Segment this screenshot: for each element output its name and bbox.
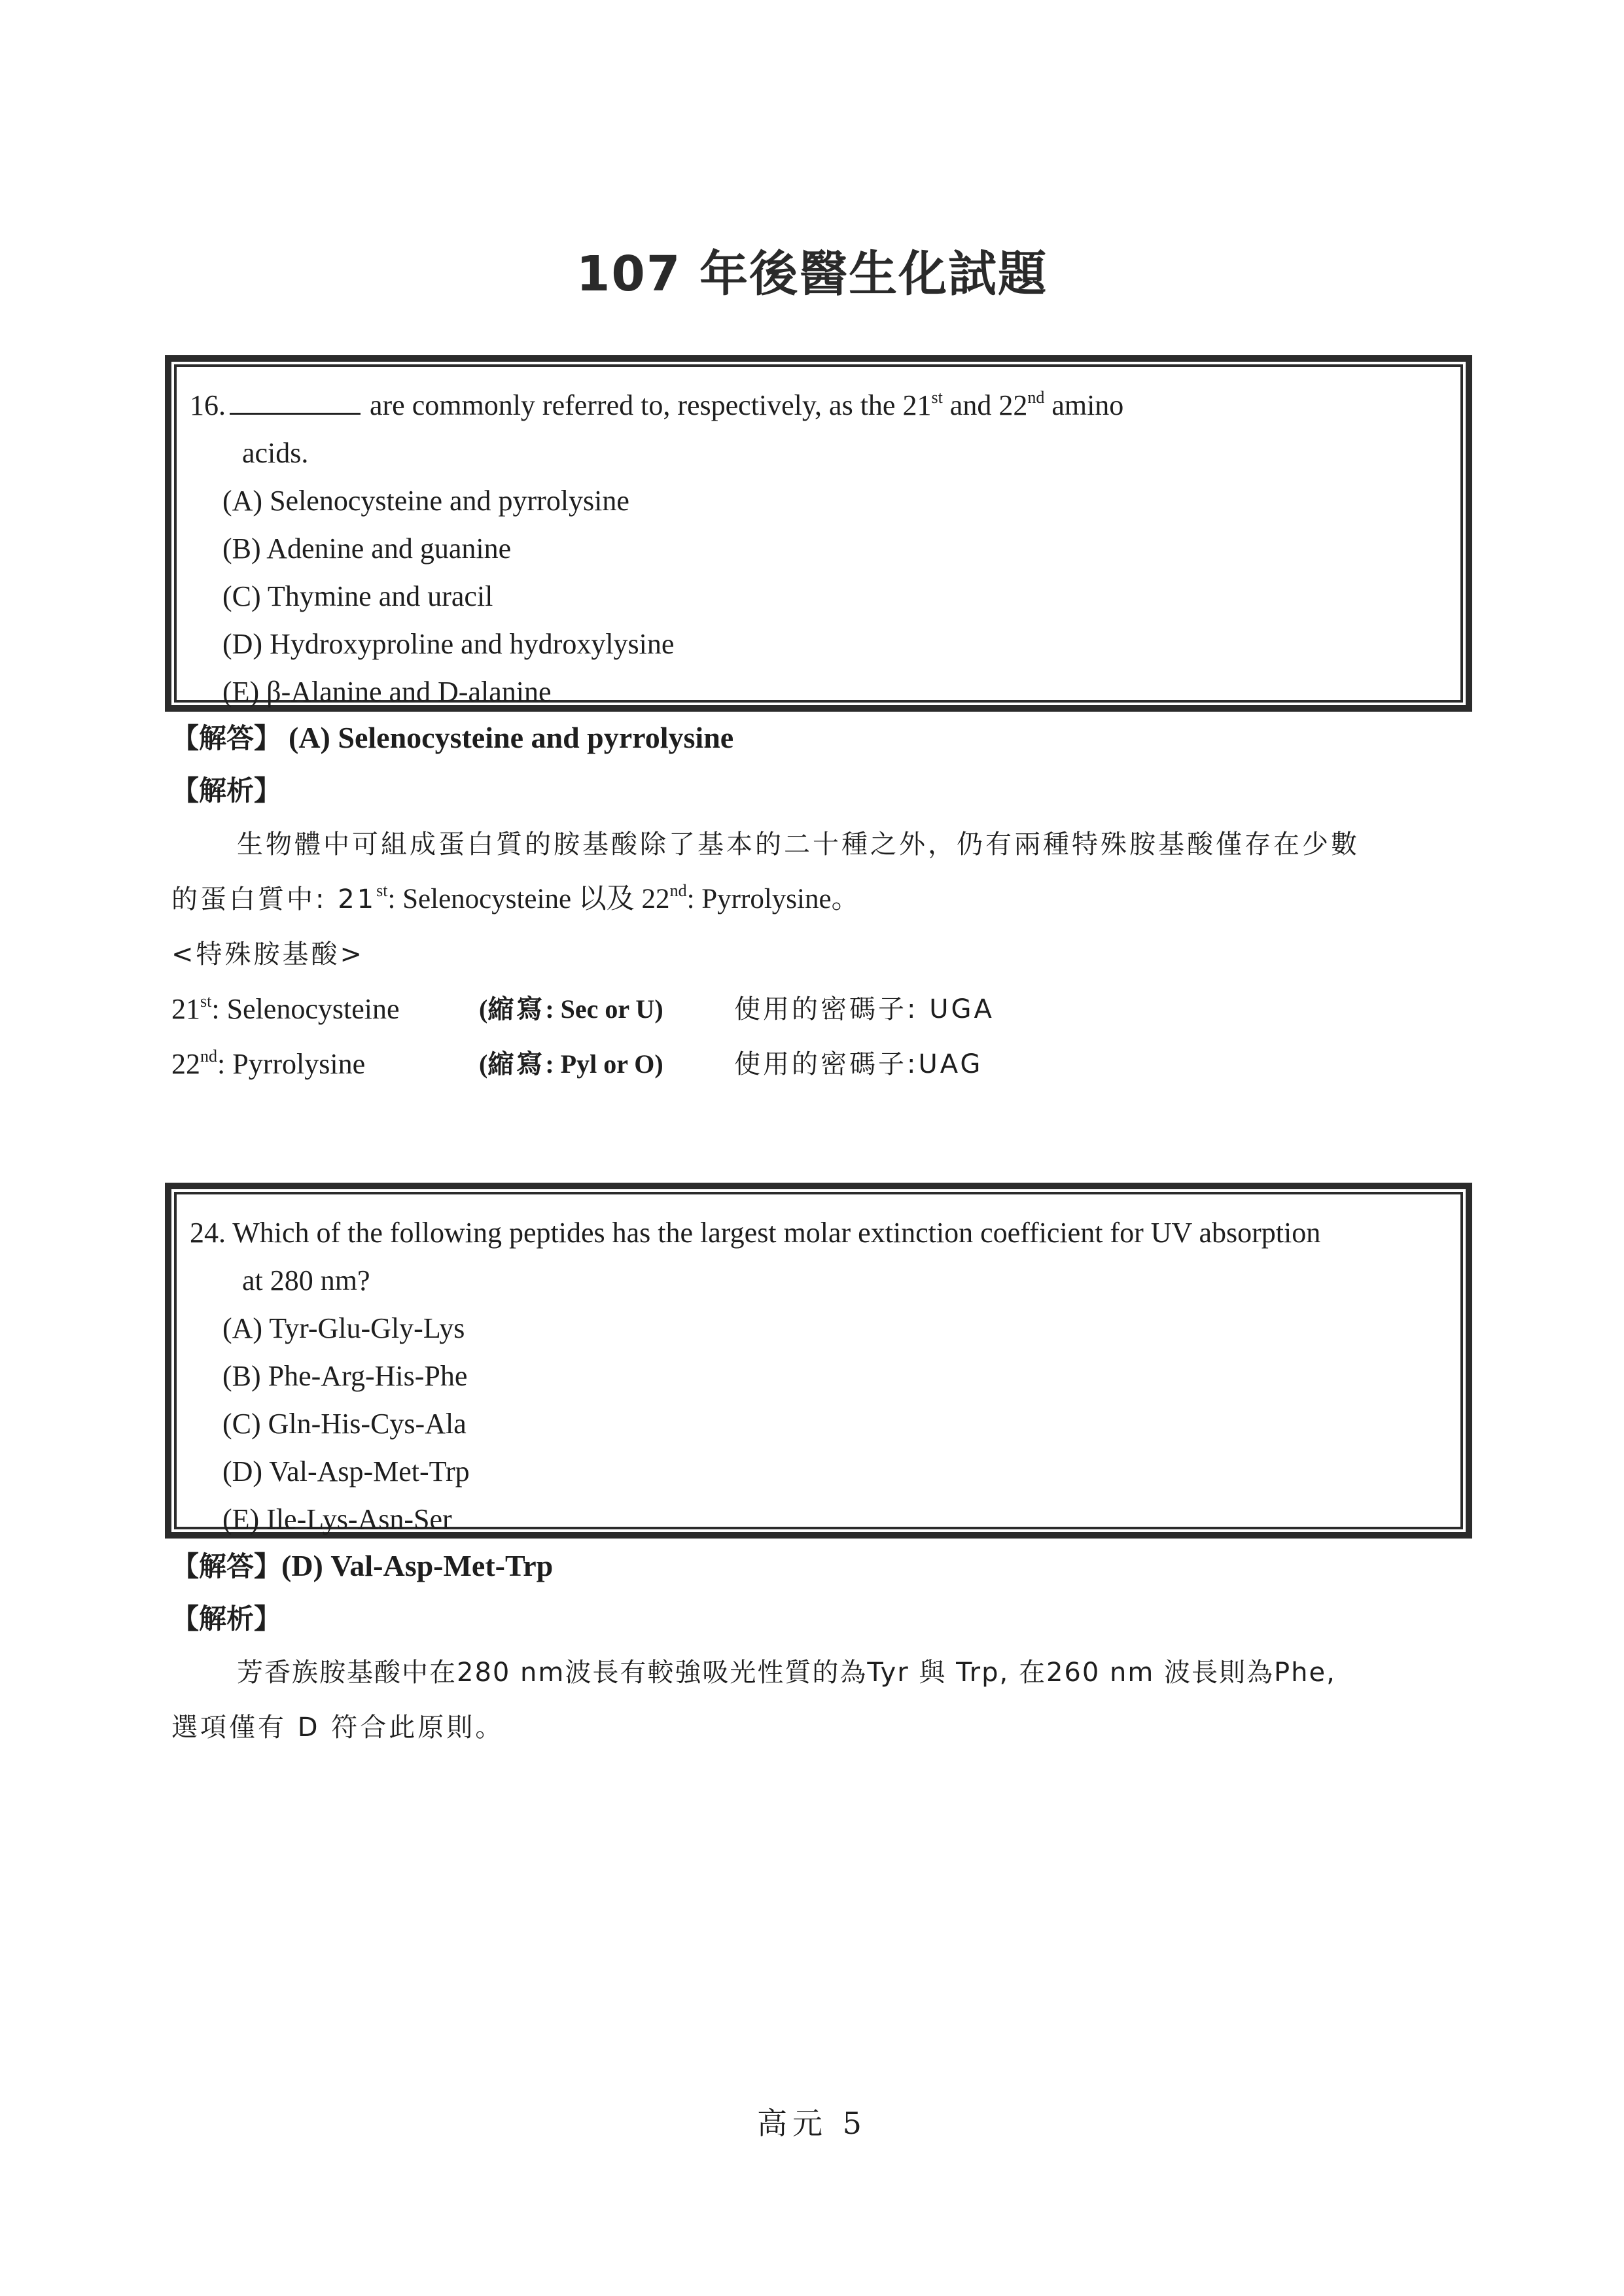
question-24-stem-continued: at 280 nm?	[242, 1264, 370, 1296]
question-number: 16.	[190, 389, 226, 421]
answer-text: (A) Selenocysteine and pyrrolysine	[289, 721, 734, 754]
question-24-box	[165, 1183, 1472, 1539]
option-a: (A) Selenocysteine and pyrrolysine	[222, 485, 629, 517]
analysis-paragraph-line-2: 的蛋白質中: 21st: Selenocysteine 以及 22nd: Pyrrolysine。	[171, 881, 860, 914]
analysis-paragraph-line-1: 生物體中可組成蛋白質的胺基酸除了基本的二十種之外，仍有兩種特殊胺基酸僅存在少數	[237, 829, 1360, 860]
question-16-box	[165, 355, 1472, 712]
question-24-stem: 24. Which of the following peptides has the largest molar extinction coefficient for UV absorption	[190, 1217, 1321, 1249]
page-title: 107 年後醫生化試題	[576, 246, 1048, 302]
option-e: (E) Ile-Lys-Asn-Ser	[222, 1503, 452, 1535]
question-number: 24.	[190, 1217, 226, 1249]
analysis-label: 【解析】	[171, 774, 282, 807]
analysis-paragraph-line-2: 選項僅有 D 符合此原則。	[171, 1713, 504, 1743]
answer-label: 【解答】	[171, 1550, 282, 1582]
page-footer: 高元 5	[757, 2106, 867, 2141]
analysis-heading	[171, 1593, 1467, 1645]
option-d: (D) Val-Asp-Met-Trp	[222, 1455, 470, 1487]
option-b: (B) Phe-Arg-His-Phe	[222, 1360, 468, 1392]
option-c: (C) Thymine and uracil	[222, 580, 493, 612]
option-a: (A) Tyr-Glu-Gly-Lys	[222, 1312, 465, 1344]
question-16-answer-section	[171, 712, 1467, 1092]
question-16-stem: 16. are commonly referred to, respectively, as the 21st and 22nd amino	[190, 388, 1124, 421]
answer-line	[171, 712, 1467, 765]
fill-in-blank	[230, 391, 361, 415]
special-amino-acid-row: 22nd: Pyrrolysine (縮寫: Pyl or O) 使用的密碼子:UAG	[171, 1047, 983, 1080]
analysis-label: 【解析】	[171, 1603, 282, 1635]
option-b: (B) Adenine and guanine	[222, 532, 512, 565]
answer-line	[171, 1540, 1467, 1593]
analysis-heading	[171, 765, 1467, 817]
answer-text: (D) Val-Asp-Met-Trp	[281, 1549, 554, 1582]
option-e: (E) β-Alanine and D-alanine	[222, 676, 552, 708]
answer-label: 【解答】	[171, 722, 282, 754]
analysis-paragraph-line-1: 芳香族胺基酸中在280 nm波長有較強吸光性質的為Tyr 與 Trp, 在260 nm 波長則為Phe,	[237, 1658, 1336, 1688]
option-d: (D) Hydroxyproline and hydroxylysine	[222, 628, 675, 660]
special-amino-acid-row: 21st: Selenocysteine (縮寫: Sec or U) 使用的密碼子: UGA	[171, 992, 995, 1025]
special-amino-acids-heading: <特殊胺基酸>	[171, 939, 365, 969]
question-24-answer-section	[171, 1540, 1467, 1755]
option-c: (C) Gln-His-Cys-Ala	[222, 1408, 467, 1440]
question-16-stem-continued: acids.	[242, 437, 309, 469]
